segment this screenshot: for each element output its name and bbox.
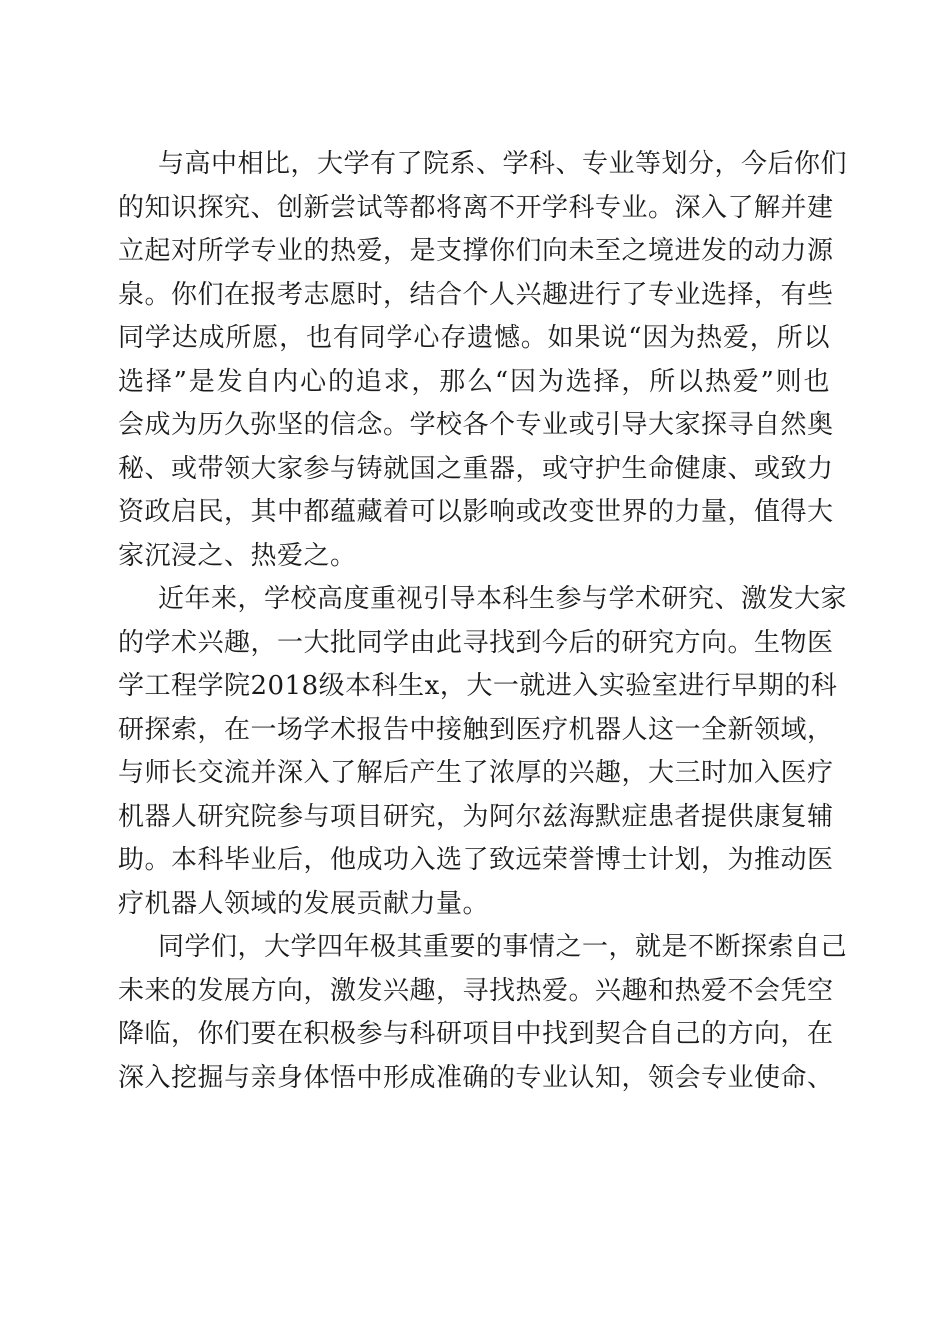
text-line: 机器人研究院参与项目研究，为阿尔兹海默症患者提供康复辅 xyxy=(118,801,834,832)
text-line: 的学术兴趣，一大批同学由此寻找到今后的研究方向。生物医 xyxy=(118,627,834,658)
body-text xyxy=(118,143,848,1100)
text-line: 助。本科毕业后，他成功入选了致远荣誉博士计划，为推动医 xyxy=(118,845,834,875)
text-line: 学工程学院2018级本科生x，大一就进入实验室进行早期的科 xyxy=(118,671,838,701)
paragraph-1 xyxy=(118,143,848,578)
text-line: 与高中相比，大学有了院系、学科、专业等划分，今后你们 xyxy=(158,149,848,179)
text-line: 深入挖掘与亲身体悟中形成准确的专业认知，领会专业使命、 xyxy=(118,1062,834,1093)
text-line: 秘、或带领大家参与铸就国之重器，或守护生命健康、或致力 xyxy=(118,453,834,484)
paragraph-2 xyxy=(118,578,848,926)
paragraph-3 xyxy=(118,926,848,1100)
text-line: 的知识探究、创新尝试等都将离不开学科专业。深入了解并建 xyxy=(118,192,834,223)
text-line: 疗机器人领域的发展贡献力量。 xyxy=(118,888,490,919)
text-line: 资政启民，其中都蕴藏着可以影响或改变世界的力量，值得大 xyxy=(118,497,834,527)
text-line: 会成为历久弥坚的信念。学校各个专业或引导大家探寻自然奥 xyxy=(118,410,834,440)
text-line: 家沉浸之、热爱之。 xyxy=(118,540,357,571)
text-line: 与师长交流并深入了解后产生了浓厚的兴趣，大三时加入医疗 xyxy=(118,758,834,788)
text-line: 同学达成所愿，也有同学心存遗憾。如果说“因为热爱，所以 xyxy=(118,323,830,353)
text-line: 同学们，大学四年极其重要的事情之一，就是不断探索自己 xyxy=(158,932,848,962)
text-line: 立起对所学专业的热爱，是支撑你们向未至之境进发的动力源 xyxy=(118,236,834,266)
text-line: 泉。你们在报考志愿时，结合个人兴趣进行了专业选择，有些 xyxy=(118,279,834,310)
text-line: 近年来，学校高度重视引导本科生参与学术研究、激发大家 xyxy=(158,584,848,614)
text-line: 研探索，在一场学术报告中接触到医疗机器人这一全新领域， xyxy=(118,714,834,745)
text-line: 选择”是发自内心的追求，那么“因为选择，所以热爱”则也 xyxy=(118,366,830,397)
text-line: 未来的发展方向，激发兴趣，寻找热爱。兴趣和热爱不会凭空 xyxy=(118,975,834,1006)
text-line: 降临，你们要在积极参与科研项目中找到契合自己的方向，在 xyxy=(118,1019,834,1049)
